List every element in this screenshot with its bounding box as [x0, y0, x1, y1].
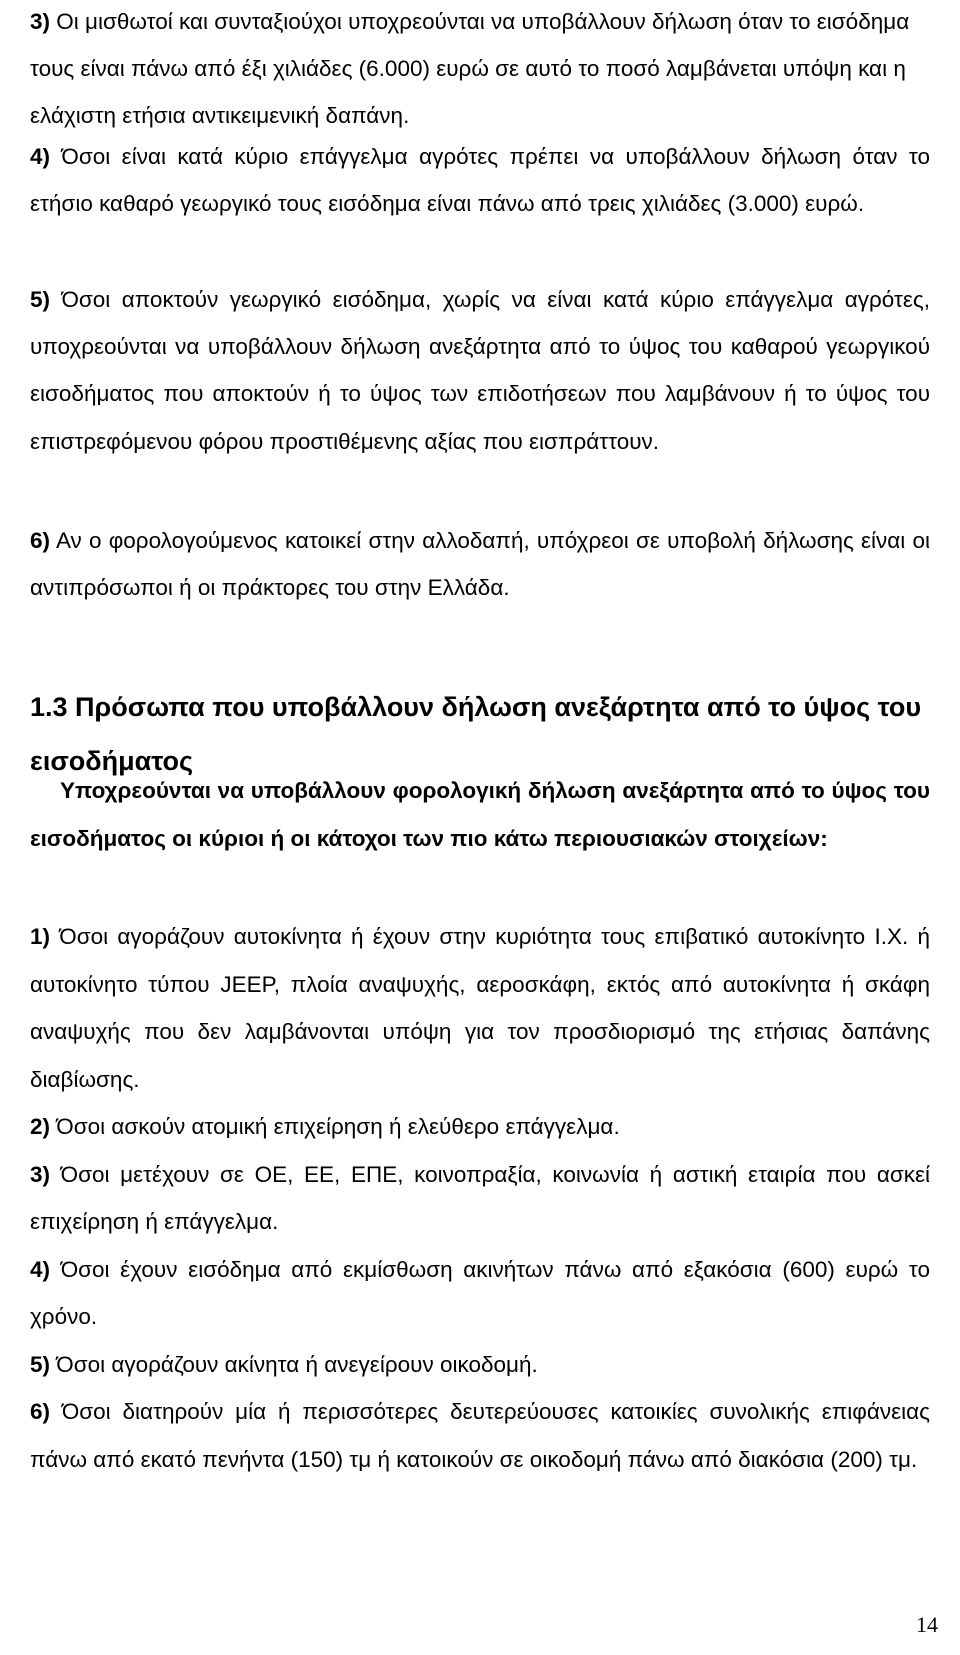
list-item — [30, 1341, 930, 1389]
paragraph-text: Οι μισθωτοί και συνταξιούχοι υποχρεούνται να υποβάλλουν δήλωση όταν το εισόδημα τους είναι πάνω από έξι χιλιάδες (6.000) ευρώ σε αυτό το ποσό λαμβάνεται υπόψη και η ελάχιστη ετήσια αντικειμενική δαπάνη. — [30, 9, 910, 129]
list-item-text: Όσοι αγοράζουν ακίνητα ή ανεγείρουν οικοδομή. — [50, 1351, 538, 1377]
list-item — [30, 1388, 930, 1483]
list-item-text: Όσοι έχουν εισόδημα από εκμίσθωση ακινήτων πάνω από εξακόσια (600) ευρώ το χρόνο. — [30, 1256, 930, 1329]
section-intro: Υποχρεούνται να υποβάλλουν φορολογική δήλωση ανεξάρτητα από το ύψος του εισοδήματος οι κύριοι ή οι κάτοχοι των πιο κάτω περιουσιακών στοιχείων: — [30, 778, 930, 851]
list-item-text: Όσοι αγοράζουν αυτοκίνητα ή έχουν στην κυριότητα τους επιβατικό αυτοκίνητο Ι.Χ. ή αυτοκίνητο τύπου JEEP, πλοία αναψυχής, αεροσκάφη, εκτός από αυτοκίνητα ή σκάφη αναψυχής που δεν λαμβάνονται υπόψη για τον προσδιορισμό της ετήσιας δαπάνης διαβίωσης. — [30, 924, 930, 1092]
list-item-number: 5) — [30, 1351, 51, 1377]
paragraph-6 — [30, 517, 930, 611]
list-item-number: 3) — [30, 1161, 51, 1187]
list-item — [30, 1246, 930, 1341]
property-obligations-list — [30, 913, 930, 1483]
paragraph-5 — [30, 276, 930, 465]
paragraph-number: 5) — [30, 287, 51, 312]
paragraph-text: Αν ο φορολογούμενος κατοικεί στην αλλοδαπή, υπόχρεοι σε υποβολή δήλωσης είναι οι αντιπρόσωποι ή οι πράκτορες του στην Ελλάδα. — [30, 528, 930, 601]
list-item — [30, 1103, 930, 1151]
list-item-text: Όσοι διατηρούν μία ή περισσότερες δευτερεύουσες κατοικίες συνολικής επιφάνειας πάνω από εκατό πενήντα (150) τμ ή κατοικούν σε οικοδομή πάνω από διακόσια (200) τμ. — [30, 1399, 930, 1472]
list-item-number: 2) — [30, 1114, 51, 1139]
list-item — [30, 1151, 930, 1246]
paragraph-number: 4) — [30, 144, 51, 169]
list-item — [30, 913, 930, 1103]
list-item-text: Όσοι μετέχουν σε ΟΕ, ΕΕ, ΕΠΕ, κοινοπραξία, κοινωνία ή αστική εταιρία που ασκεί επιχείρηση ή επάγγελμα. — [30, 1161, 930, 1234]
section-heading: 1.3 Πρόσωπα που υποβάλλουν δήλωση ανεξάρτητα από το ύψος του εισοδήματος — [30, 692, 922, 777]
paragraph-number: 6) — [30, 528, 51, 553]
paragraph-3 — [30, 0, 930, 140]
list-item-number: 6) — [30, 1399, 51, 1424]
paragraph-text: Όσοι αποκτούν γεωργικό εισόδημα, χωρίς να είναι κατά κύριο επάγγελμα αγρότες, υποχρεούνται να υποβάλλουν δήλωση ανεξάρτητα από το ύψος του καθαρού γεωργικού εισοδήματος που αποκτούν ή το ύψος των επιδοτήσεων που λαμβάνουν ή το ύψος του επιστρεφόμενου φόρου προστιθέμενης αξίας που εισπράττουν. — [30, 287, 930, 454]
paragraph-number: 3) — [30, 9, 51, 34]
paragraph-text: Όσοι είναι κατά κύριο επάγγελμα αγρότες πρέπει να υποβάλλουν δήλωση όταν το ετήσιο καθαρό γεωργικό τους εισόδημα είναι πάνω από τρεις χιλιάδες (3.000) ευρώ. — [30, 144, 930, 217]
list-item-number: 4) — [30, 1256, 51, 1282]
list-item-number: 1) — [30, 924, 51, 949]
list-item-text: Όσοι ασκούν ατομική επιχείρηση ή ελεύθερο επάγγελμα. — [50, 1114, 620, 1139]
page-number: 14 — [916, 1612, 938, 1637]
paragraph-4 — [30, 133, 930, 227]
